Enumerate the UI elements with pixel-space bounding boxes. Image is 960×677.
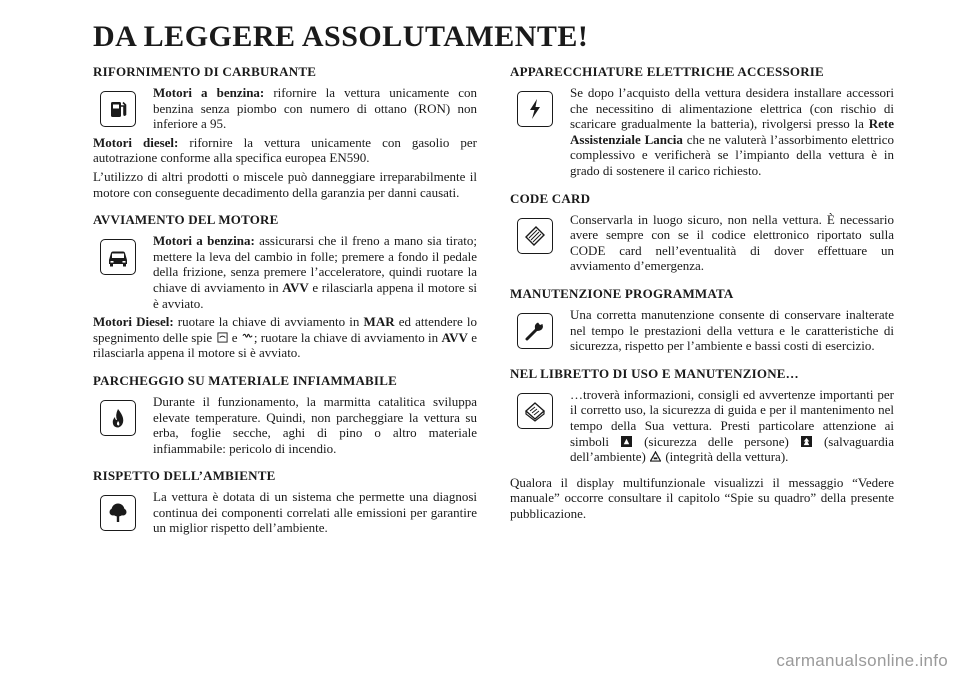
lead-label: Motori a benzina: bbox=[153, 233, 255, 249]
left-column bbox=[93, 64, 477, 548]
section-heading: MANUTENZIONE PROGRAMMATA bbox=[510, 285, 734, 301]
body-text: (integrità della vettura). bbox=[662, 449, 789, 465]
display-message-note: Qualora il display multifunzionale visualizzi il messaggio “Vedere manuale” occorre consultare il capitolo “Spie su quadro” della presente pubblicazione. bbox=[510, 474, 894, 521]
wrench-icon bbox=[517, 313, 553, 349]
electrical-block bbox=[510, 85, 894, 179]
body-text: e rilasciarla appena il motore si è avviato. bbox=[93, 329, 477, 361]
section-environment bbox=[93, 468, 477, 536]
lead-label: Motori Diesel: bbox=[93, 314, 174, 330]
body-text: ed attendere lo spegnimento delle spie bbox=[93, 314, 477, 345]
body-text: rifornire la vettura unicamente con gasolio per autotrazione conforme alla specifica europea EN590. bbox=[93, 134, 477, 166]
code-card-block bbox=[510, 212, 894, 274]
fuel-diesel-text bbox=[93, 135, 477, 166]
key-position-label: AVV bbox=[441, 329, 468, 345]
electrical-text bbox=[570, 85, 894, 179]
section-flammable-parking bbox=[93, 373, 477, 456]
section-heading: AVVIAMENTO DEL MOTORE bbox=[93, 212, 279, 228]
section-engine-start bbox=[93, 212, 477, 361]
code-card-icon bbox=[517, 218, 553, 254]
section-heading: APPARECCHIATURE ELETTRICHE ACCESSORIE bbox=[510, 64, 824, 79]
body-text: rifornire la vettura unicamente con benzina senza piombo con numero di ottano (RON) non inferiore a 95. bbox=[153, 85, 477, 132]
body-text: Se dopo l’acquisto della vettura desidera installare accessori che necessitino di alimentazione elettrica (con rischio di scaricare gradualmente la batteria), rivolgersi presso la bbox=[570, 85, 894, 132]
flame-icon bbox=[100, 400, 136, 436]
body-text: (sicurezza delle persone) bbox=[633, 433, 800, 449]
manual-block bbox=[510, 387, 894, 465]
start-block bbox=[93, 233, 477, 311]
section-scheduled-maintenance bbox=[510, 286, 894, 354]
body-text: che ne valuterà l’assorbimento elettrico complessivo e verificherà se l’impianto della vettura è in grado di sostenere il carico richiesto. bbox=[570, 131, 894, 178]
fuel-pump-icon bbox=[100, 91, 136, 127]
body-text: ; ruotare la chiave di avviamento in bbox=[253, 329, 442, 345]
section-heading: RISPETTO DELL’AMBIENTE bbox=[93, 468, 276, 484]
book-icon bbox=[517, 393, 553, 429]
fuel-warning-text: L’utilizzo di altri prodotti o miscele può danneggiare irreparabilmente il motore con conseguente decadimento della garanzia per danni causati. bbox=[93, 168, 477, 200]
preheating-spiral-icon bbox=[242, 332, 253, 343]
person-safety-symbol-icon bbox=[621, 436, 632, 447]
section-fuel bbox=[93, 64, 477, 200]
body-text: (salvaguardia dell’ambiente) bbox=[570, 433, 895, 465]
body-text: ruotare la chiave di avviamento in bbox=[173, 314, 364, 330]
section-heading: RIFORNIMENTO DI CARBURANTE bbox=[93, 64, 317, 79]
parking-text: Durante il funzionamento, la marmitta catalitica sviluppa elevate temperature. Quindi, non parcheggiare la vettura su erba, foglie secche, aghi di pino o altro materiale infiammabile: pericolo di incendio. bbox=[153, 393, 477, 456]
lead-label: Motori a benzina: bbox=[153, 85, 265, 100]
start-diesel-text bbox=[93, 314, 477, 361]
manual-text bbox=[570, 387, 894, 465]
lead-label: Motori diesel: bbox=[93, 134, 179, 150]
section-owner-manual bbox=[510, 366, 894, 522]
body-text: e rilasciarla appena il motore si è avviato. bbox=[153, 279, 478, 311]
glow-plug-warning-icon bbox=[217, 332, 228, 343]
environment-text: La vettura è dotata di un sistema che permette una diagnosi continua dei componenti correlati alle emissioni per garantire un miglior rispetto dell’ambiente. bbox=[153, 489, 477, 536]
section-heading: CODE CARD bbox=[510, 190, 591, 206]
vehicle-integrity-symbol-icon bbox=[650, 451, 661, 462]
environment-block bbox=[93, 489, 477, 536]
lightning-icon bbox=[517, 91, 553, 127]
environment-symbol-icon bbox=[801, 436, 812, 447]
start-petrol-text bbox=[153, 233, 477, 311]
maintenance-block bbox=[510, 307, 894, 354]
service-network-name: Rete Assistenziale Lancia bbox=[570, 116, 894, 147]
right-column bbox=[510, 64, 894, 533]
body-text: assicurarsi che il freno a mano sia tirato; mettere la leva del cambio in folle; premere a fondo il pedale della frizione, senza premere l’acceleratore, quindi ruotare la chiave di avviamento in bbox=[153, 233, 477, 295]
page-title: DA LEGGERE ASSOLUTAMENTE! bbox=[93, 20, 589, 53]
body-text: e bbox=[228, 329, 241, 345]
fuel-block bbox=[93, 85, 477, 132]
maintenance-text: Una corretta manutenzione consente di conservare inalterate nel tempo le prestazioni della vettura e le caratteristiche di sicurezza, rispetto per l’ambiente e bassi costi di esercizio. bbox=[570, 306, 894, 354]
section-code-card bbox=[510, 191, 894, 274]
watermark: carmanualsonline.info bbox=[776, 651, 948, 670]
key-position-label: AVV bbox=[282, 279, 309, 295]
tree-icon bbox=[100, 495, 136, 531]
code-card-text: Conservarla in luogo sicuro, non nella vettura. È necessario avere sempre con se il codice elettronico riportato sulla CODE card nell’eventualità di dover effettuare un avviamento d’emergenza. bbox=[570, 211, 894, 274]
body-text: …troverà informazioni, consigli ed avvertenze importanti per il corretto uso, la sicurezza di guida e per il mantenimento nel tempo della Sua vettura. Presti particolare attenzione ai simboli bbox=[570, 386, 894, 449]
car-icon bbox=[100, 239, 136, 275]
fuel-petrol-text bbox=[153, 85, 477, 132]
section-heading: PARCHEGGIO SU MATERIALE INFIAMMABILE bbox=[93, 372, 397, 388]
section-electrical-accessories bbox=[510, 64, 894, 179]
section-heading: NEL LIBRETTO DI USO E MANUTENZIONE… bbox=[510, 365, 799, 381]
key-position-label: MAR bbox=[363, 314, 395, 330]
parking-block bbox=[93, 394, 477, 456]
